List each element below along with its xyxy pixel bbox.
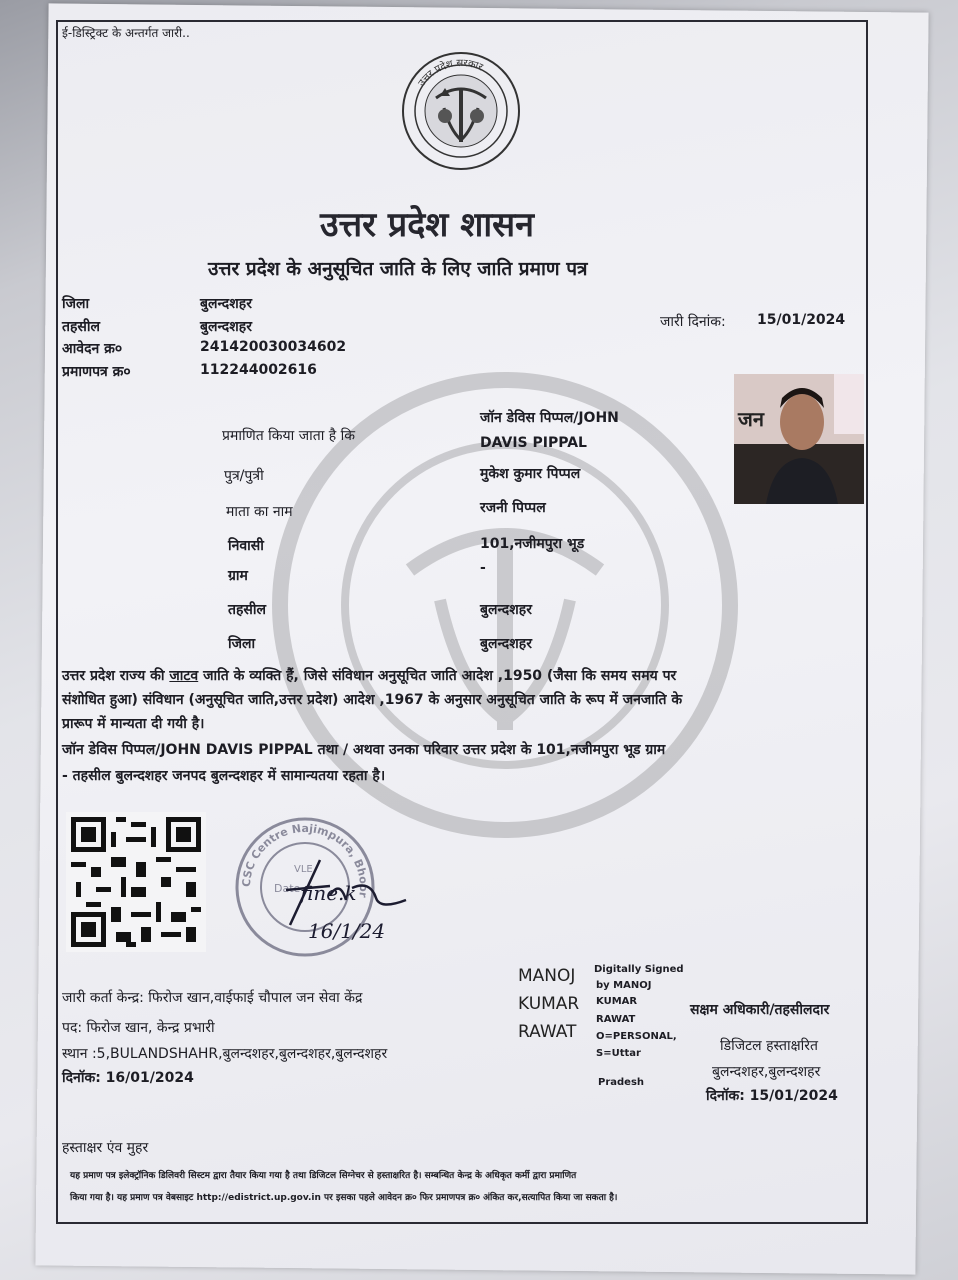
signature-and-seal-label: हस्ताक्षर एंव मुहर — [62, 1140, 149, 1156]
svg-text:16/1/24: 16/1/24 — [308, 919, 386, 943]
svg-text:उत्तर प्रदेश सरकार: उत्तर प्रदेश सरकार — [416, 57, 485, 89]
footer-note-line2: किया गया है। यह प्रमाण पत्र वेबसाइट http://edistrict.up.gov.in पर इसका पहले आवेदन क्र० फिर प्रमाणपत्र क्र० अंकित कर,सत्यापित किया जा सकता है। — [70, 1193, 618, 1203]
authority-date: दिनॉक: 15/01/2024 — [706, 1088, 838, 1104]
mother-name: रजनी पिप्पल — [480, 500, 546, 516]
tehsil-value: बुलन्दशहर — [200, 319, 252, 335]
svg-text:VLE: VLE — [294, 864, 313, 875]
issuer-post: पद: फिरोज खान, केन्द्र प्रभारी — [62, 1020, 215, 1036]
document-title: उत्तर प्रदेश शासन — [320, 205, 535, 245]
resident-value: 101,नजीमपुरा भूड — [480, 536, 585, 552]
son-daughter-label: पुत्र/पुत्री — [224, 468, 264, 484]
certificate-statement-line5: - तहसील बुलन्दशहर जनपद बुलन्दशहर में सामान्यतया रहता है। — [62, 768, 386, 784]
village-label: ग्राम — [228, 568, 248, 584]
signer-name-line2: KUMAR — [518, 994, 580, 1014]
detail-district-label: जिला — [228, 636, 256, 652]
applicant-name-line1: जॉन डेविस पिप्पल/JOHN — [480, 410, 619, 426]
digital-sign-line3: KUMAR — [596, 996, 638, 1007]
mother-label: माता का नाम — [226, 504, 293, 520]
detail-tehsil-label: तहसील — [228, 602, 266, 618]
authority-title: सक्षम अधिकारी/तहसीलदार — [690, 1002, 830, 1018]
issuing-centre: जारी कर्ता केन्द्र: फिरोज खान,वाईफाई चौपाल जन सेवा केंद्र — [62, 990, 363, 1006]
certificate-number: 112244002616 — [200, 362, 317, 378]
application-label: आवेदन क्र० — [62, 341, 123, 357]
applicant-photo — [734, 374, 864, 504]
village-value: - — [480, 560, 486, 576]
resident-label: निवासी — [228, 538, 264, 554]
certificate-statement-line4: जॉन डेविस पिप्पल/JOHN DAVIS PIPPAL तथा / अथवा उनका परिवार उत्तर प्रदेश के 101,नजीमपुरा भूड ग्राम — [62, 742, 666, 758]
father-name: मुकेश कुमार पिप्पल — [480, 466, 581, 482]
certificate-number-label: प्रमाणपत्र क्र० — [62, 364, 131, 380]
certificate-statement-line3: प्रारूप में मान्यता दी गयी है। — [62, 716, 205, 732]
edistrict-note: ई-डिस्ट्रिक्ट के अन्तर्गत जारी.. — [62, 26, 190, 40]
digital-sign-line2: by MANOJ — [596, 980, 652, 991]
issue-date-label: जारी दिनांक: — [660, 314, 726, 330]
certified-label: प्रमाणित किया जाता है कि — [222, 428, 356, 444]
signer-name-line1: MANOJ — [518, 966, 576, 986]
applicant-name-line2: DAVIS PIPPAL — [480, 435, 587, 451]
svg-text:CSC Centre Najimpura, Bhoor: CSC Centre Najimpura, Bhoor — [239, 821, 371, 899]
detail-district-value: बुलन्दशहर — [480, 636, 532, 652]
detail-tehsil-value: बुलन्दशहर — [480, 602, 532, 618]
svg-text:fine.k: fine.k — [300, 881, 357, 905]
footer-note-line1: यह प्रमाण पत्र इलेक्ट्रॉनिक डिलिवरी सिस्टम द्वारा तैयार किया गया है तथा डिजिटल सिग्नेचर से हस्ताक्षरित है। सम्बन्धित केन्द्र के अधिकृत कर्मी द्वारा प्रमाणित — [70, 1171, 577, 1181]
digital-sign-line6: S=Uttar — [596, 1048, 641, 1059]
digital-sign-line5: O=PERSONAL, — [596, 1031, 677, 1042]
authority-digitally-signed: डिजिटल हस्ताक्षरित — [720, 1038, 818, 1054]
digital-sign-line1: Digitally Signed — [594, 964, 684, 975]
certificate-statement-line2: संशोधित हुआ) संविधान (अनुसूचित जाति,उत्तर प्रदेश) आदेश ,1967 के अनुसार अनुसूचित जाति के रूप में जनजाति के — [62, 692, 683, 708]
district-value: बुलन्दशहर — [200, 296, 252, 312]
document-subtitle: उत्तर प्रदेश के अनुसूचित जाति के लिए जाति प्रमाण पत्र — [208, 258, 588, 280]
tehsil-label: तहसील — [62, 319, 100, 335]
digital-sign-line4: RAWAT — [596, 1014, 636, 1025]
digital-sign-line7: Pradesh — [598, 1077, 645, 1088]
emblem-ring-text — [400, 50, 522, 172]
verification-qr-code — [66, 812, 206, 952]
issuer-place: स्थान :5,BULANDSHAHR,बुलन्दशहर,बुलन्दशहर,बुलन्दशहर — [62, 1046, 388, 1062]
application-number: 241420030034602 — [200, 339, 347, 355]
signer-name-line3: RAWAT — [518, 1022, 577, 1042]
vle-handwritten-signature — [280, 840, 420, 950]
issuer-date: दिनॉक: 16/01/2024 — [62, 1070, 194, 1086]
issue-date: 15/01/2024 — [757, 312, 846, 328]
district-label: जिला — [62, 296, 90, 312]
svg-text:Date: Date — [274, 882, 301, 895]
caste-name: जाटव — [169, 668, 199, 684]
svg-text:जन: जन — [738, 407, 764, 431]
certificate-statement-line1: उत्तर प्रदेश राज्य की जाटव जाति के व्यक्ति हैं, जिसे संविधान अनुसूचित जाति आदेश ,1950 (जैसा कि समय समय पर — [62, 668, 677, 684]
authority-place: बुलन्दशहर,बुलन्दशहर — [712, 1064, 821, 1080]
